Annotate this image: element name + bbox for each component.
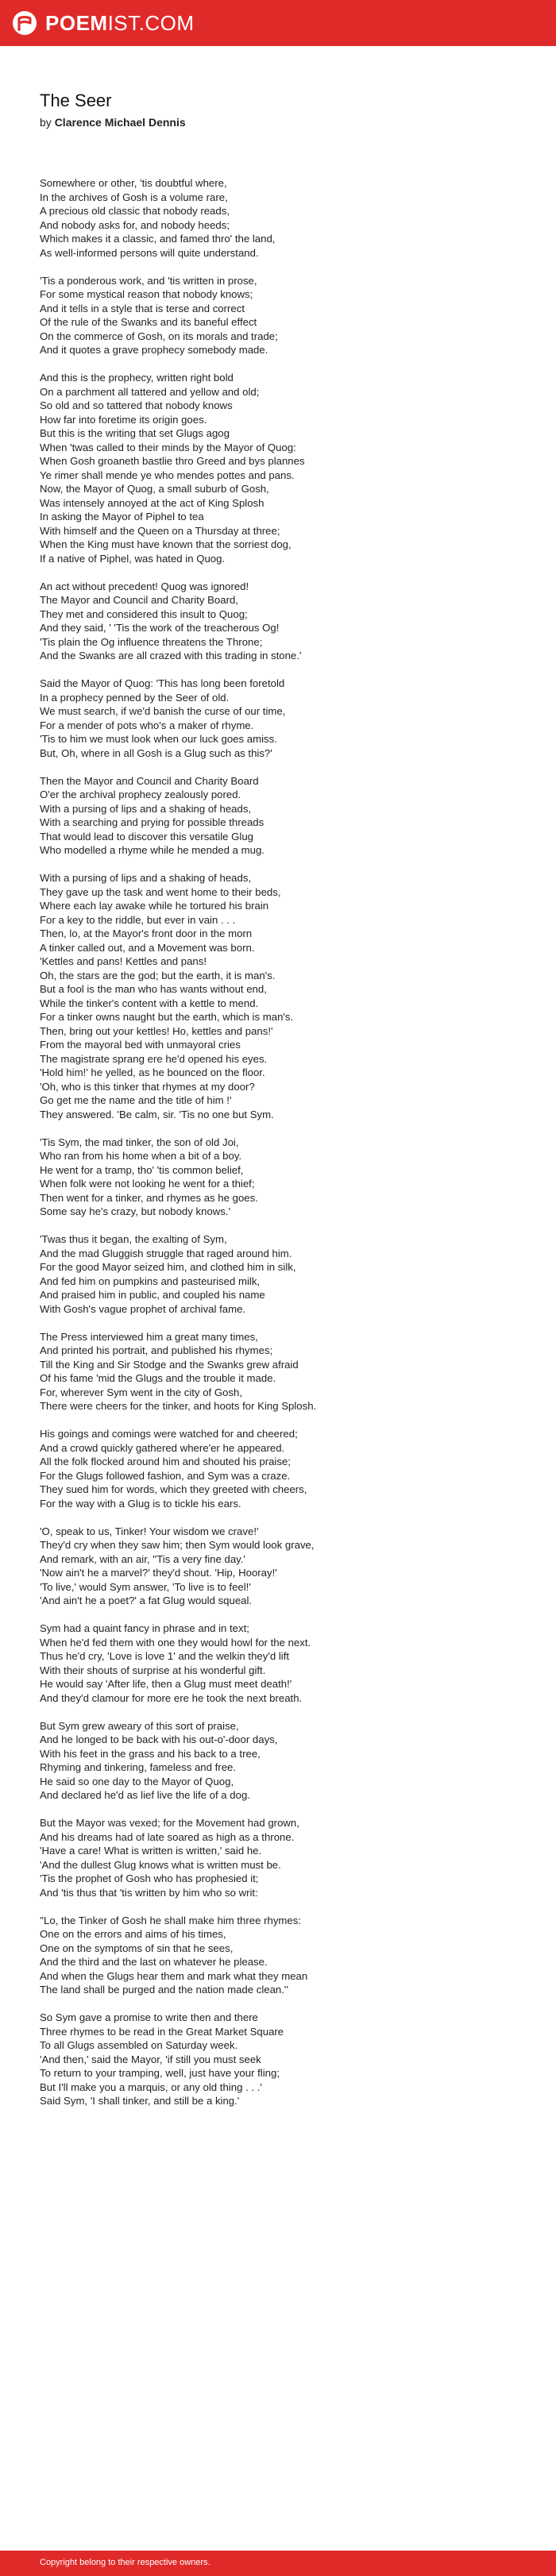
- poem-line: And the mad Gluggish struggle that raged around him.: [40, 1247, 292, 1259]
- poem-line: And nobody asks for, and nobody heeds;: [40, 218, 230, 231]
- poem-line: The magistrate sprang ere he'd opened his eyes.: [40, 1052, 268, 1065]
- poem-line: Which makes it a classic, and famed thro' the land,: [40, 233, 276, 245]
- poem-line: 'Hold him!' he yelled, as he bounced on the floor.: [40, 1066, 265, 1078]
- poem-line: A precious old classic that nobody reads,: [40, 205, 230, 217]
- poem-line: And printed his portrait, and published his rhymes;: [40, 1344, 273, 1356]
- poem-line: There were cheers for the tinker, and hoots for King Splosh.: [40, 1400, 317, 1412]
- copyright-notice: Copyright belong to their respective owners.: [40, 2558, 210, 2567]
- poem-line: And remark, with an air, ''Tis a very fine day.': [40, 1552, 245, 1565]
- poem-line: But, Oh, where in all Gosh is a Glug such as this?': [40, 746, 272, 759]
- poem-line: With a pursing of lips and a shaking of heads,: [40, 872, 252, 884]
- poem-line: ''Lo, the Tinker of Gosh he shall make him three rhymes:: [40, 1914, 302, 1926]
- poem-stanza: [40, 580, 532, 663]
- poem-line: 'Now ain't he a marvel?' they'd shout. 'Hip, Hooray!': [40, 1567, 277, 1579]
- poem-line: An act without precedent! Quog was ignored!: [40, 580, 249, 592]
- poem-line: They sued him for words, which they greeted with cheers,: [40, 1483, 307, 1495]
- poem-line: When 'twas called to their minds by the Mayor of Quog:: [40, 441, 296, 453]
- poem-line: He said so one day to the Mayor of Quog,: [40, 1775, 234, 1787]
- poem-stanza: [40, 871, 532, 1121]
- poem-line: To return to your tramping, well, just have your fling;: [40, 2067, 280, 2079]
- poem-line: Then the Mayor and Council and Charity Board: [40, 774, 259, 787]
- poem-line: And they said, ' 'Tis the work of the treacherous Og!: [40, 622, 280, 634]
- site-footer: [0, 2551, 556, 2576]
- poem-line: 'Oh, who is this tinker that rhymes at my door?: [40, 1080, 255, 1093]
- poem-line: The Press interviewed him a great many times,: [40, 1330, 258, 1343]
- poem-line: For a key to the riddle, but ever in vain . . .: [40, 913, 236, 926]
- poem-line: And the third and the last on whatever he please.: [40, 1956, 268, 1968]
- poem-line: And they'd clamour for more ere he took the next breath.: [40, 1691, 303, 1704]
- poem-line: As well-informed persons will quite understand.: [40, 246, 259, 259]
- poem-line: And this is the prophecy, written right bold: [40, 372, 234, 384]
- poem-line: For a mender of pots who's a maker of rhyme.: [40, 719, 254, 731]
- poem-line: Three rhymes to be read in the Great Market Square: [40, 2025, 284, 2038]
- poem-stanza: [40, 1914, 532, 1997]
- poem-line: But a fool is the man who has wants without end,: [40, 983, 267, 995]
- poem-line: So Sym gave a promise to write then and there: [40, 2011, 258, 2023]
- poem-line: Then went for a tinker, and rhymes as he goes.: [40, 1191, 258, 1204]
- poem-stanza: [40, 1136, 532, 1219]
- poem-line: Somewhere or other, 'tis doubtful where,: [40, 177, 227, 189]
- poem-line: From the mayoral bed with unmayoral cries: [40, 1039, 241, 1051]
- poem-stanza: [40, 774, 532, 858]
- poem-line: That would lead to discover this versatile Glug: [40, 830, 254, 843]
- poem-line: Of his fame 'mid the Glugs and the trouble it made.: [40, 1372, 276, 1384]
- poem-line: And 'tis thus that 'tis written by him who so writ:: [40, 1886, 258, 1899]
- poem-line: 'O, speak to us, Tinker! Your wisdom we crave!': [40, 1525, 259, 1537]
- poem-line: They'd cry when they saw him; then Sym would look grave,: [40, 1539, 315, 1551]
- poem-line: 'Tis a ponderous work, and 'tis written in prose,: [40, 274, 257, 287]
- poem-line: Go get me the name and the title of him !': [40, 1094, 232, 1106]
- poem-line: 'Tis to him we must look when our luck goes amiss.: [40, 733, 277, 745]
- poem-line: 'And ain't he a poet?' a fat Glug would squeal.: [40, 1595, 253, 1606]
- poem-line: With his feet in the grass and his back to a tree,: [40, 1747, 261, 1760]
- poem-line: For some mystical reason that nobody knows;: [40, 288, 253, 300]
- poem-stanza: [40, 1816, 532, 1899]
- poem-line: He went for a tramp, tho' 'tis common belief,: [40, 1163, 244, 1176]
- poem-line: And it tells in a style that is terse and correct: [40, 302, 245, 314]
- poem-line: 'Twas thus it began, the exalting of Sym,: [40, 1233, 227, 1245]
- poem-line: In asking the Mayor of Piphel to tea: [40, 511, 204, 523]
- poem-line: In a prophecy penned by the Seer of old.: [40, 691, 230, 704]
- poem-line: They answered. 'Be calm, sir. 'Tis no one but Sym.: [40, 1108, 274, 1120]
- poem-line: But this is the writing that set Glugs agog: [40, 427, 230, 439]
- poem-stanza: [40, 1330, 532, 1413]
- poem-body: [40, 176, 532, 2122]
- poem-line: One on the symptoms of sin that he sees,: [40, 1942, 234, 1954]
- logo-wordmark: [45, 10, 195, 37]
- poem-line: 'To live,' would Sym answer, 'To live is to feel!': [40, 1580, 251, 1593]
- poem-line: Sym had a quaint fancy in phrase and in text;: [40, 1622, 249, 1634]
- poem-line: Who ran from his home when a bit of a boy.: [40, 1150, 242, 1162]
- poem-stanza: [40, 274, 532, 357]
- poem-line: The land shall be purged and the nation made clean.'': [40, 1984, 288, 1996]
- logo-text-light: IST.COM: [107, 11, 195, 35]
- poem-line: Oh, the stars are the god; but the earth, it is man's.: [40, 969, 276, 981]
- poem-line: And his dreams had of late soared as high as a throne.: [40, 1830, 295, 1843]
- poem-line: 'And then,' said the Mayor, 'if still you must seek: [40, 2053, 261, 2065]
- poem-line: And when the Glugs hear them and mark what they mean: [40, 1969, 308, 1982]
- poem-line: 'Tis Sym, the mad tinker, the son of old Joi,: [40, 1136, 239, 1148]
- author-link[interactable]: Clarence Michael Dennis: [54, 116, 186, 129]
- poem-line: The Mayor and Council and Charity Board,: [40, 594, 238, 606]
- poem-line: Rhyming and tinkering, fameless and free.: [40, 1761, 237, 1773]
- poem-line: And declared he'd as lief live the life of a dog.: [40, 1789, 250, 1801]
- poem-line: Said Sym, 'I shall tinker, and still be a king.': [40, 2095, 240, 2107]
- poem-line: Ye rimer shall mende ye who mendes pottes and pans.: [40, 469, 295, 481]
- poem-line: Was intensely annoyed at the act of King Splosh: [40, 496, 264, 509]
- poem-line: And it quotes a grave prophecy somebody made.: [40, 344, 268, 356]
- poem-line: Where each lay awake while he tortured his brain: [40, 900, 269, 912]
- poem-line: 'Tis plain the Og influence threatens the Throne;: [40, 635, 263, 648]
- poem-line: For, wherever Sym went in the city of Gosh,: [40, 1386, 243, 1398]
- poem-stanza: [40, 1622, 532, 1705]
- poem-stanza: [40, 176, 532, 260]
- poem-line: For the way with a Glug is to tickle his ears.: [40, 1497, 241, 1510]
- poem-line: To all Glugs assembled on Saturday week.: [40, 2039, 238, 2051]
- poem-line: And praised him in public, and coupled his name: [40, 1289, 265, 1301]
- by-label: by: [40, 116, 52, 129]
- poem-line: In the archives of Gosh is a volume rare,: [40, 191, 228, 203]
- poem-byline: [40, 116, 186, 129]
- poem-line: 'Tis the prophet of Gosh who has prophesied it;: [40, 1872, 259, 1884]
- poem-line: On a parchment all tattered and yellow and old;: [40, 385, 260, 398]
- poem-line: O'er the archival prophecy zealously pored.: [40, 789, 241, 800]
- poem-line: If a native of Piphel, was hated in Quog.: [40, 552, 226, 565]
- poem-line: With a pursing of lips and a shaking of heads,: [40, 802, 252, 815]
- poem-line: 'Kettles and pans! Kettles and pans!: [40, 955, 207, 967]
- poem-line: On the commerce of Gosh, on its morals and trade;: [40, 330, 278, 342]
- poem-line: Of the rule of the Swanks and its baneful effect: [40, 316, 257, 328]
- site-logo[interactable]: [12, 10, 195, 37]
- poem-stanza: [40, 1427, 532, 1510]
- poem-line: When Gosh groaneth bastlie thro Greed and bys plannes: [40, 455, 305, 467]
- poem-line: Who modelled a rhyme while he mended a mug.: [40, 844, 264, 856]
- poem-line: For a tinker owns naught but the earth, which is man's.: [40, 1011, 294, 1023]
- poem-line: We must search, if we'd banish the curse of our time,: [40, 705, 286, 717]
- poem-line: While the tinker's content with a kettle to mend.: [40, 997, 259, 1009]
- poem-line: With their shouts of surprise at his wonderful gift.: [40, 1664, 266, 1676]
- poem-stanza: [40, 2011, 532, 2108]
- poem-line: One on the errors and aims of his times,: [40, 1928, 226, 1940]
- poem-line: When he'd fed them with one they would howl for the next.: [40, 1636, 311, 1649]
- poem-line: But Sym grew aweary of this sort of praise,: [40, 1719, 239, 1732]
- poem-line: And fed him on pumpkins and pasteurised milk,: [40, 1275, 261, 1287]
- poem-line: How far into foretime its origin goes.: [40, 413, 207, 426]
- poem-line: And the Swanks are all crazed with this trading in stone.': [40, 650, 302, 661]
- poem-stanza: [40, 371, 532, 565]
- poem-line: 'Have a care! What is written is written,' said he.: [40, 1845, 262, 1857]
- poem-line: But I'll make you a marquis, or any old thing . . .': [40, 2080, 262, 2093]
- poem-stanza: [40, 1719, 532, 1803]
- poem-line: They met and considered this insult to Quog;: [40, 607, 248, 620]
- poem-stanza: [40, 1232, 532, 1316]
- poem-line: All the folk flocked around him and shouted his praise;: [40, 1456, 291, 1467]
- poemist-logo-icon: [12, 10, 37, 36]
- poem-stanza: [40, 677, 532, 760]
- logo-text-bold: POEM: [45, 11, 108, 35]
- poem-line: They gave up the task and went home to their beds,: [40, 885, 281, 898]
- poem-line: When the King must have known that the sorriest dog,: [40, 538, 292, 550]
- site-header: [0, 0, 556, 46]
- poem-line: And a crowd quickly gathered where'er he appeared.: [40, 1441, 285, 1454]
- poem-line: 'And the dullest Glug knows what is written must be.: [40, 1858, 281, 1871]
- poem-line: Till the King and Sir Stodge and the Swanks grew afraid: [40, 1358, 299, 1371]
- poem-line: And he longed to be back with his out-o'-door days,: [40, 1733, 278, 1745]
- poem-line: With a searching and prying for possible threads: [40, 816, 264, 828]
- poem-line: For the good Mayor seized him, and clothed him in silk,: [40, 1261, 296, 1273]
- poem-line: A tinker called out, and a Movement was born.: [40, 941, 255, 954]
- poem-title: The Seer: [40, 91, 112, 110]
- poem-line: Then, lo, at the Mayor's front door in the morn: [40, 927, 253, 939]
- poem-line: He would say 'After life, then a Glug must meet death!': [40, 1678, 292, 1690]
- poem-line: Some say he's crazy, but nobody knows.': [40, 1205, 231, 1217]
- poem-line: For the Glugs followed fashion, and Sym was a craze.: [40, 1469, 291, 1482]
- poem-line: His goings and comings were watched for and cheered;: [40, 1428, 298, 1440]
- poem-line: With himself and the Queen on a Thursday at three;: [40, 524, 280, 537]
- poem-line: So old and so tattered that nobody knows: [40, 399, 233, 411]
- poem-stanza: [40, 1525, 532, 1608]
- poem-line: Thus he'd cry, 'Love is love 1' and the welkin they'd lift: [40, 1650, 290, 1662]
- poem-line: Now, the Mayor of Quog, a small suburb of Gosh,: [40, 483, 269, 495]
- poem-line: With Gosh's vague prophet of archival fame.: [40, 1302, 246, 1315]
- poem-line: Then, bring out your kettles! Ho, kettles and pans!': [40, 1024, 273, 1037]
- poem-line: When folk were not looking he went for a thief;: [40, 1178, 255, 1190]
- poem-line: But the Mayor was vexed; for the Movement had grown,: [40, 1817, 299, 1829]
- poem-line: Said the Mayor of Quog: 'This has long been foretold: [40, 677, 285, 689]
